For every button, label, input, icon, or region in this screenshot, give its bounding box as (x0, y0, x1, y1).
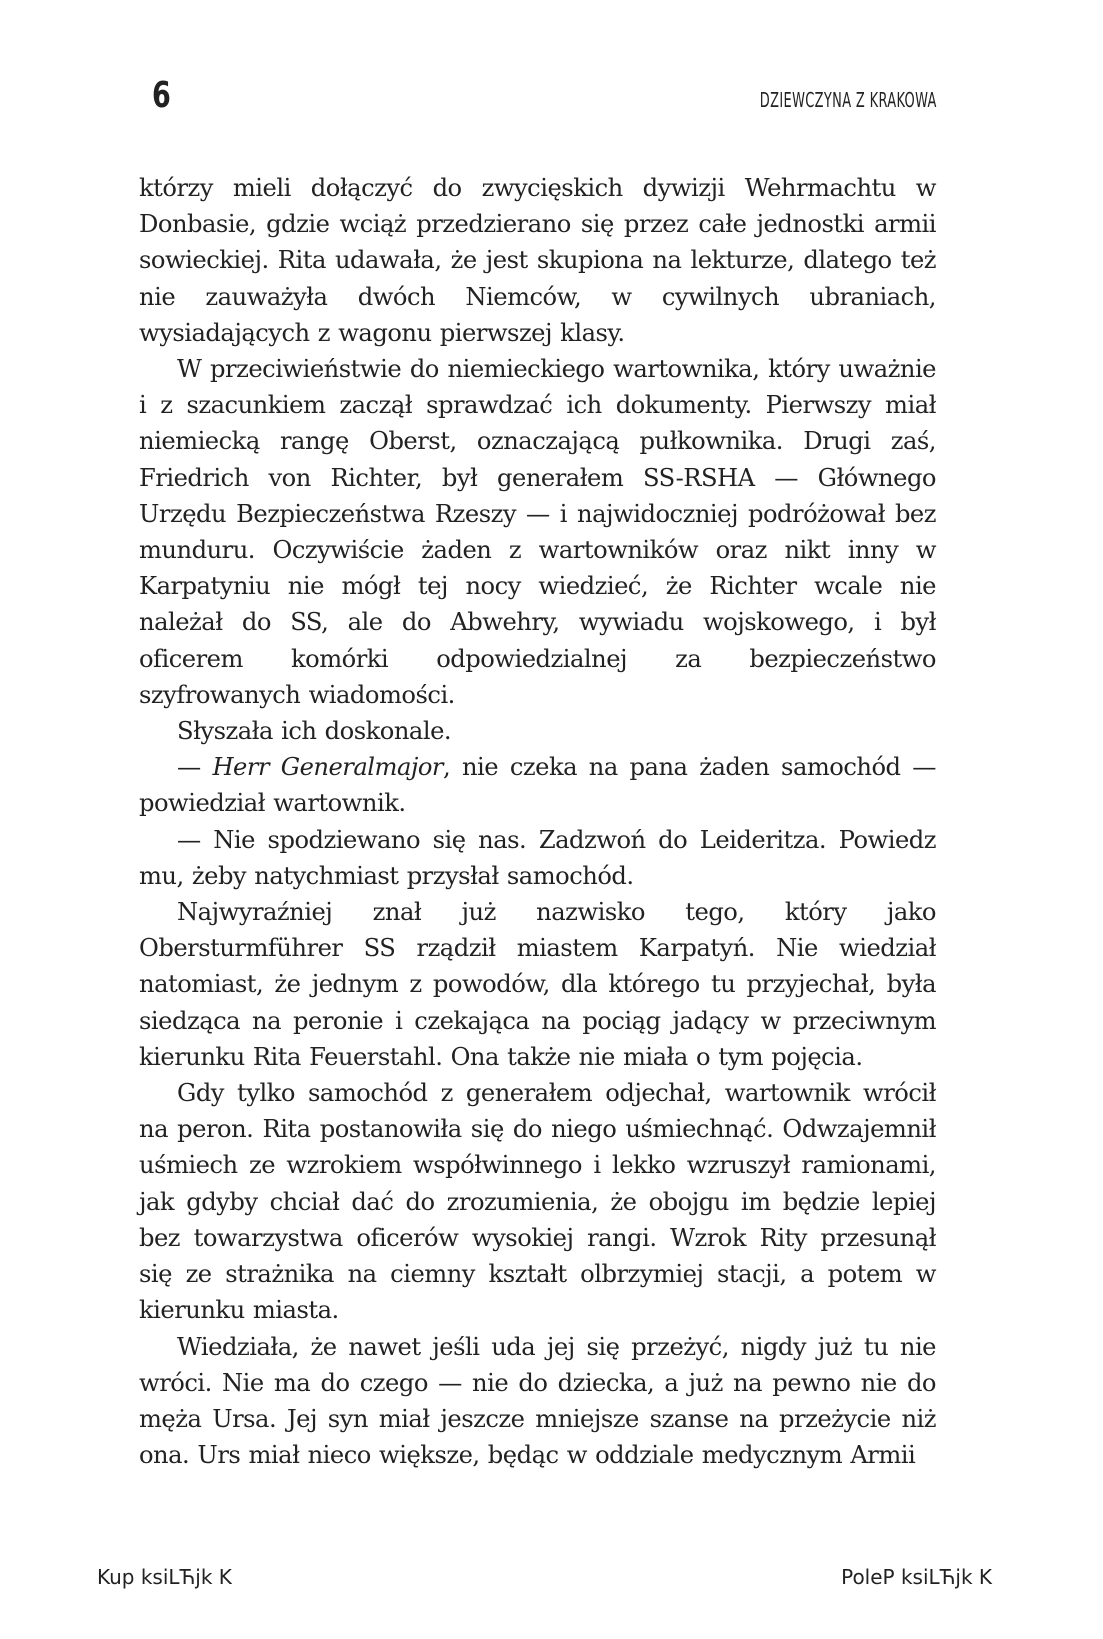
paragraph-6: Najwyraźniej znał już nazwisko tego, który jako Obersturmführer SS rządził miastem Karpatyń. Nie wiedział natomiast, że jednym z powodów, dla którego tu przyjechał, była siedząca na peronie i czekająca na pociąg jadący w przeciwnym kierunku Rita Feuerstahl. Ona także nie miała o tym pojęcia. (139, 898, 936, 1071)
paragraph-7: Gdy tylko samochód z generałem odjechał, wartownik wrócił na peron. Rita postanowiła się do niego uśmiechnąć. Odwzajemnił uśmiech ze wzrokiem współwinnego i lekko wzruszył ramionami, jak gdyby chciał dać do zrozumienia, że obojgu im będzie lepiej bez towarzystwa oficerów wysokiej rangi. Wzrok Rity przesunął się ze strażnika na ciemny kształt olbrzymiej stacji, a potem w kierunku miasta. (139, 1079, 936, 1325)
page-number: 6 (152, 75, 171, 116)
buy-book-link[interactable]: Kup ksiLЋϳk K (97, 1565, 232, 1589)
dialogue-italic: Herr Generalmajor (212, 753, 443, 782)
recommend-book-link[interactable]: PoleP ksiLЋϳk K (841, 1565, 992, 1589)
dialogue-dash: — (177, 753, 213, 782)
paragraph-4-dialogue (139, 749, 936, 821)
running-head-title: DZIEWCZYNA Z KRAKOWA (760, 88, 937, 112)
paragraph-8: Wiedziała, że nawet jeśli uda jej się przeżyć, nigdy już tu nie wróci. Nie ma do czego — nie do dziecka, a już na pewno nie do męża Ursa. Jej syn miał jeszcze mniejsze szanse na przeżycie niż ona. Urs miał nieco większe, będąc w oddziale medycznym Armii (139, 1332, 936, 1470)
paragraph-5: — Nie spodziewano się nas. Zadzwoń do Leideritza. Powiedz mu, żeby natychmiast przysłał samochód. (139, 825, 936, 890)
paragraph-3: Słyszała ich doskonale. (177, 717, 452, 746)
paragraph-2: W przeciwieństwie do niemieckiego wartownika, który uważnie i z szacunkiem zaczął sprawdzać ich dokumenty. Pierwszy miał niemiecką rangę Oberst, oznaczającą pułkownika. Drugi zaś, Friedrich von Richter, był generałem SS-RSHA — Głównego Urzędu Bezpieczeństwa Rzeszy — i najwidoczniej podróżował bez munduru. Oczywiście żaden z wartowników oraz nikt inny w Karpatyniu nie mógł tej nocy wiedzieć, że Richter wcale nie należał do SS, ale do Abwehry, wywiadu wojskowego, i był oficerem komórki odpowiedzialnej za bezpieczeństwo szyfrowanych wiadomości. (139, 355, 936, 709)
dialogue-text: , nie czeka na pana żaden samochód — powiedział wartownik. (139, 753, 936, 818)
body-text (139, 170, 936, 1473)
paragraph-1: którzy mieli dołączyć do zwycięskich dywizji Wehrmachtu w Donbasie, gdzie wciąż przedzierano się przez całe jednostki armii sowieckiej. Rita udawała, że jest skupiona na lekturze, dlatego też nie zauważyła dwóch Niemców, w cywilnych ubraniach, wysiadających z wagonu pierwszej klasy. (139, 174, 936, 347)
